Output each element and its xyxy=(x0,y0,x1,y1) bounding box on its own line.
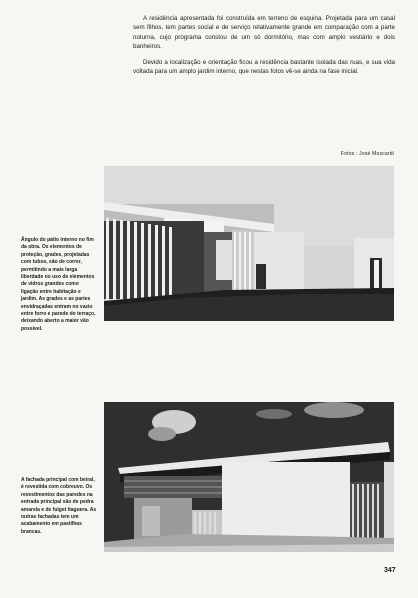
intro-paragraph-1: A residência apresentada foi construída em terreno de esquina. Projetada para um casal sem filhos, tem partes social e de serviço relativamente grande em comparação com a parte noturna, cujo programa constou de um só dormitório, mas com amplo vestiário e dois banheiros. xyxy=(133,15,395,51)
courtyard-photo-image xyxy=(104,166,394,321)
intro-paragraph-2: Devido a localização e orientação ficou a residência bastante isolada das ruas, e sua vida voltada para um amplo jardim interno, que nestas fotos vê-se ainda na fase inicial. xyxy=(133,58,395,76)
page-number: 347 xyxy=(384,567,396,574)
intro-text xyxy=(133,14,395,82)
photo-credit: Fotos : José Moscardi xyxy=(340,151,394,157)
facade-photo-image xyxy=(104,402,394,552)
facade-photo xyxy=(104,402,394,552)
facade-photo-caption: A fachada principal com beiral, é revestida com cobreuvo. Os revestimentos das paredes na entrada principal são de pedra amarela e de fulget ltaguera. As outras fachadas tem um acabamento em pastilhas brancas. xyxy=(21,477,97,535)
courtyard-photo-caption: Ângulo do pátio interno no fim da obra. Os elementos de proteção, grades, projetadas com tubos, são de correr, permitindo a mais larga liberdade no uso de elementos de vidros grandes como ligação entre habitação e jardim. As grades e as partes envidraçadas entram no vazio entre forro e parede do terraço, deixando aberto a maior vão possível. xyxy=(21,237,96,332)
courtyard-photo xyxy=(104,166,394,321)
